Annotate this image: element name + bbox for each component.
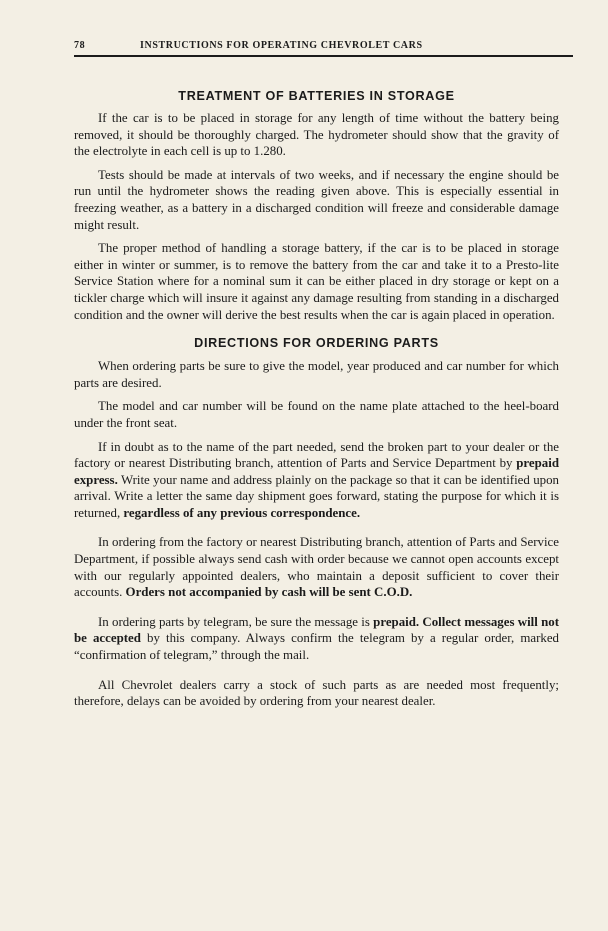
battery-paragraph-2: Tests should be made at intervals of two weeks, and if necessary the engine should be run until the hydrometer shows the reading given above. This is especially essential in freezing weather, as a battery in a discharged condition will freeze and considerable damage might result. bbox=[74, 167, 559, 232]
battery-paragraph-3: The proper method of handling a storage battery, if the car is to be placed in storage either in winter or summer, is to remove the battery from the car and take it to a Presto-lite Service Station where for a nominal sum it can be either placed in dry storage or kept on a tickler charge which will insure it against any damage resulting from standing in a discharged condition and the owner will derive the best results when the car is again placed in operation. bbox=[74, 241, 559, 322]
parts-paragraph-3 bbox=[74, 439, 559, 522]
battery-section-heading: TREATMENT OF BATTERIES IN STORAGE bbox=[178, 89, 455, 103]
parts-paragraph-4 bbox=[74, 534, 559, 600]
prepaid-express-emphasis: prepaid express. bbox=[74, 456, 559, 487]
parts-paragraph-1: When ordering parts be sure to give the model, year produced and car number for which parts are desired. bbox=[74, 359, 559, 390]
header-rule bbox=[74, 55, 573, 57]
parts-section-heading: DIRECTIONS FOR ORDERING PARTS bbox=[194, 336, 439, 351]
parts-paragraph-2: The model and car number will be found on the name plate attached to the heel-board under the front seat. bbox=[74, 399, 559, 430]
prepaid-collect-emphasis: prepaid. Collect messages will not be accepted bbox=[74, 614, 560, 646]
cod-emphasis: Orders not accompanied by cash will be sent C.O.D. bbox=[125, 585, 413, 600]
page-number: 78 bbox=[74, 40, 86, 51]
regardless-emphasis: regardless of any previous correspondence. bbox=[123, 505, 361, 520]
parts-paragraph-5-text-1: In ordering parts by telegram, be sure the message is bbox=[98, 614, 374, 629]
parts-paragraph-3-text-2: Write your name and address plainly on the package so that it can be identified upon arrival. Write a letter the same day shipment goes forward, stating the purpose for which it is returned, bbox=[74, 472, 559, 520]
running-title: INSTRUCTIONS FOR OPERATING CHEVROLET CARS bbox=[140, 40, 423, 51]
book-page bbox=[74, 40, 559, 717]
parts-paragraph-5-text-2: by this company. Always confirm the telegram by a regular order, marked “confirmation of telegram,” through the mail. bbox=[74, 631, 560, 663]
running-head bbox=[74, 40, 559, 55]
parts-paragraph-3-text-1: If in doubt as to the name of the part needed, send the broken part to your dealer or the factory or nearest Distributing branch, attention of Parts and Service Department by bbox=[74, 439, 559, 471]
parts-paragraph-5 bbox=[74, 614, 559, 664]
parts-paragraph-6: All Chevrolet dealers carry a stock of such parts as are needed most frequently; therefore, delays can be avoided by ordering from your nearest dealer. bbox=[74, 677, 559, 709]
battery-paragraph-1: If the car is to be placed in storage for any length of time without the battery being removed, it should be thoroughly charged. The hydrometer should show that the gravity of the electrolyte in each cell is up to 1.280. bbox=[74, 111, 559, 159]
parts-paragraph-4-text-1: In ordering from the factory or nearest Distributing branch, attention of Parts and Service Department, if possible always send cash with order because we cannot open accounts except with our regularly appointed dealers, who maintain a deposit sufficient to cover their accounts. bbox=[74, 535, 559, 600]
